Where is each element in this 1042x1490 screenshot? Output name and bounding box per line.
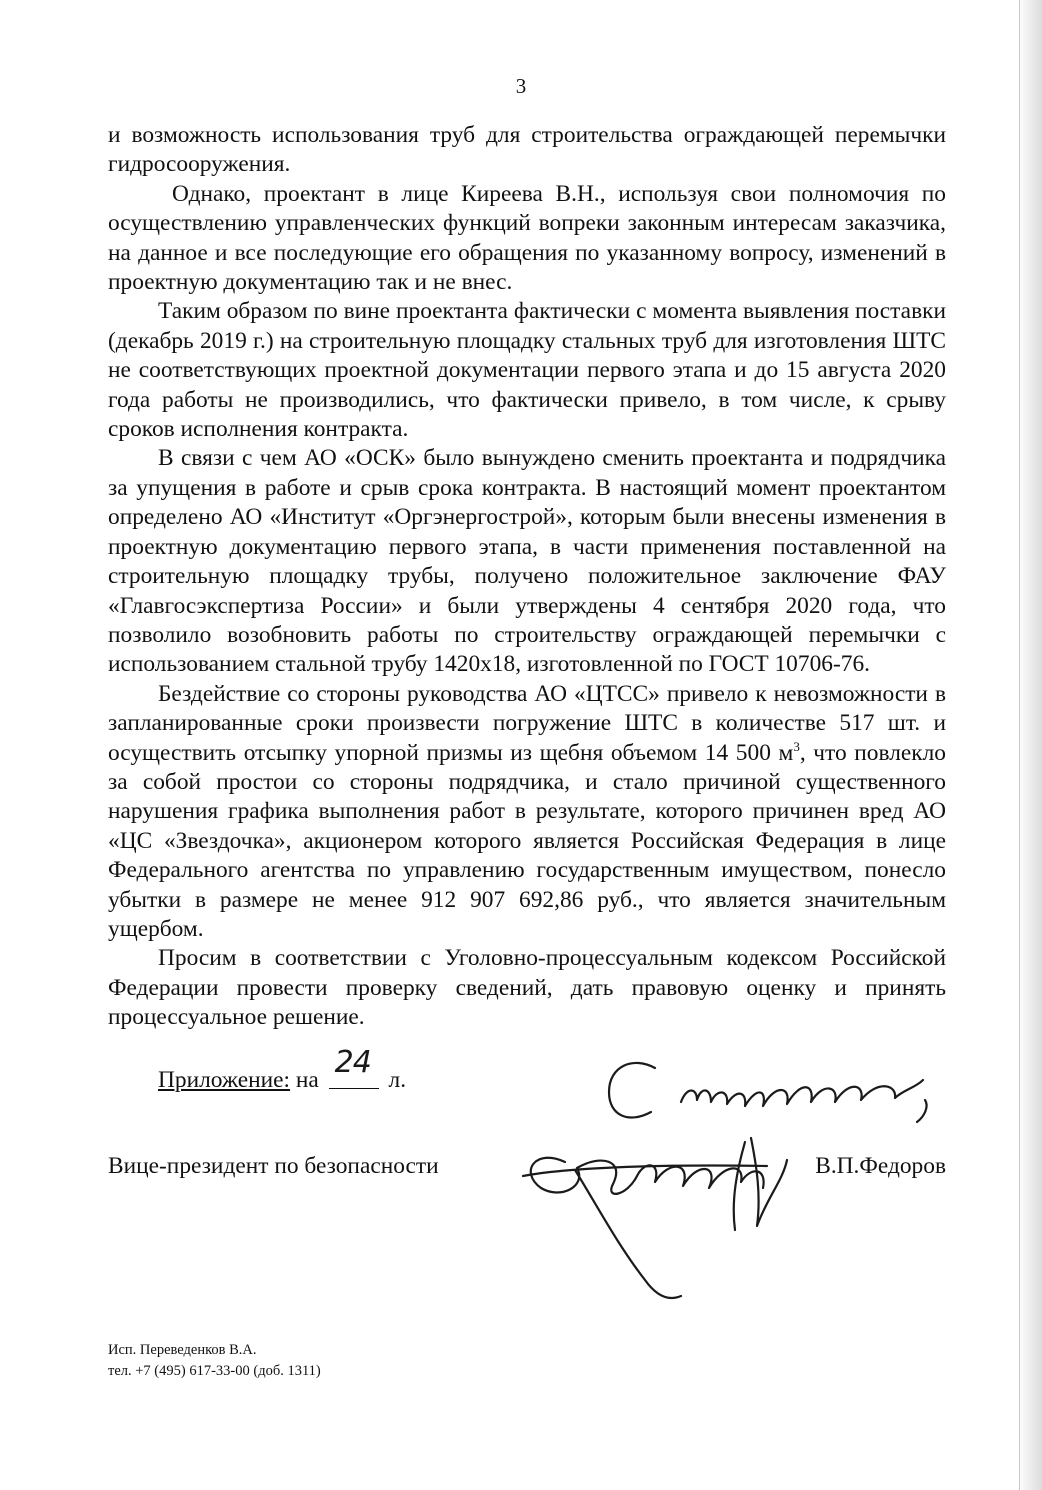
executor-name: Исп. Переведенков В.А. [108,1342,257,1358]
signer-name: В.П.Федоров [815,1153,946,1179]
attachment-count-handwritten: 24 [334,1045,371,1080]
signature-stroke-1 [531,1158,764,1194]
paragraph-6: Просим в соответствии с Уголовно-процессуальным кодексом Российской Федерации провести проверку сведений, дать правовую оценку и принять процессуальное решение. [108,945,946,1031]
paragraph-3: Таким образом по вине проектанта фактически с момента выявления поставки (декабрь 2019 г.) на строительную площадку стальных труб для изготовления ШТС не соответствующих проектной документации первого этапа и до 15 августа 2020 года работы не производились, что фактически привело, в том числе, к срыву сроков исполнения контракта. [108,298,946,443]
attachment-line [158,1045,407,1095]
page-edge-line [1019,0,1020,1490]
executor-phone: тел. +7 (495) 617-33-00 (доб. 1311) [108,1363,321,1379]
cubic-superscript: 3 [793,738,800,754]
paragraph-2: Однако, проектант в лице Киреева В.Н., используя свои полномочия по осуществлению управленческих функций вопреки законным интересам заказчика, на данное и все последующие его обращения по указанному вопросу, изменений в проектную документацию так и не внес. [108,180,946,296]
paragraph-5-part-1: Бездействие со стороны руководства АО «ЦТСС» привело к невозможности в запланированные сроки произвести погружение ШТС в количестве 517 шт. и осуществить отсыпку упорной призмы из щебня объемом 14 500 м [108,680,946,766]
signer-position: Вице-президент по безопасности [108,1153,439,1179]
signature-stroke-2 [734,1138,787,1230]
page-edge-shadow [1018,0,1042,1490]
closing-c-stroke [609,1063,655,1118]
paragraph-1: и возможность использования труб для строительства ограждающей перемычки гидросооружения. [108,122,946,178]
attachment-count-slot [329,1045,379,1089]
page-number: 3 [515,74,527,98]
executor-info [108,1340,321,1382]
paragraph-5 [108,680,946,945]
attachment-label: Приложение: [158,1067,291,1093]
attachment-prefix: на [295,1067,319,1093]
paragraph-4: В связи с чем АО «ОСК» было вынуждено сменить проектанта и подрядчика за упущения в работе и срыв срока контракта. В настоящий момент проектантом определено АО «Институт «Оргэнергострой», которым были внесены изменения в проектную документацию первого этапа, в части применения поставленной на строительную площадку трубы, получено положительное заключение ФАУ «Главгосэкспертиза России» и были утверждены 4 сентября 2020 года, что позволило возобновить работы по строительству ограждающей перемычки с использованием стальной трубу 1420х18, изготовленной по ГОСТ 10706-76. [108,445,946,678]
closing-word-stroke [681,1080,923,1106]
paragraph-5-part-2: , что повлекло за собой простои со стороны подрядчика, и стало причиной существенного нарушения графика выполнения работ в результате, которого причинен вред АО «ЦС «Звездочка», акционером которого является Российская Федерация в лице Федерального агентства по управлению государственным имуществом, понесло убытки в размере не менее 912 907 692,86 руб., что является значительным ущербом. [108,739,947,942]
handwritten-signature [505,1050,975,1310]
attachment-suffix: л. [388,1067,407,1093]
signature-stroke-4 [523,1165,767,1176]
closing-comma-stroke [917,1100,927,1122]
letter-body [108,121,946,1033]
